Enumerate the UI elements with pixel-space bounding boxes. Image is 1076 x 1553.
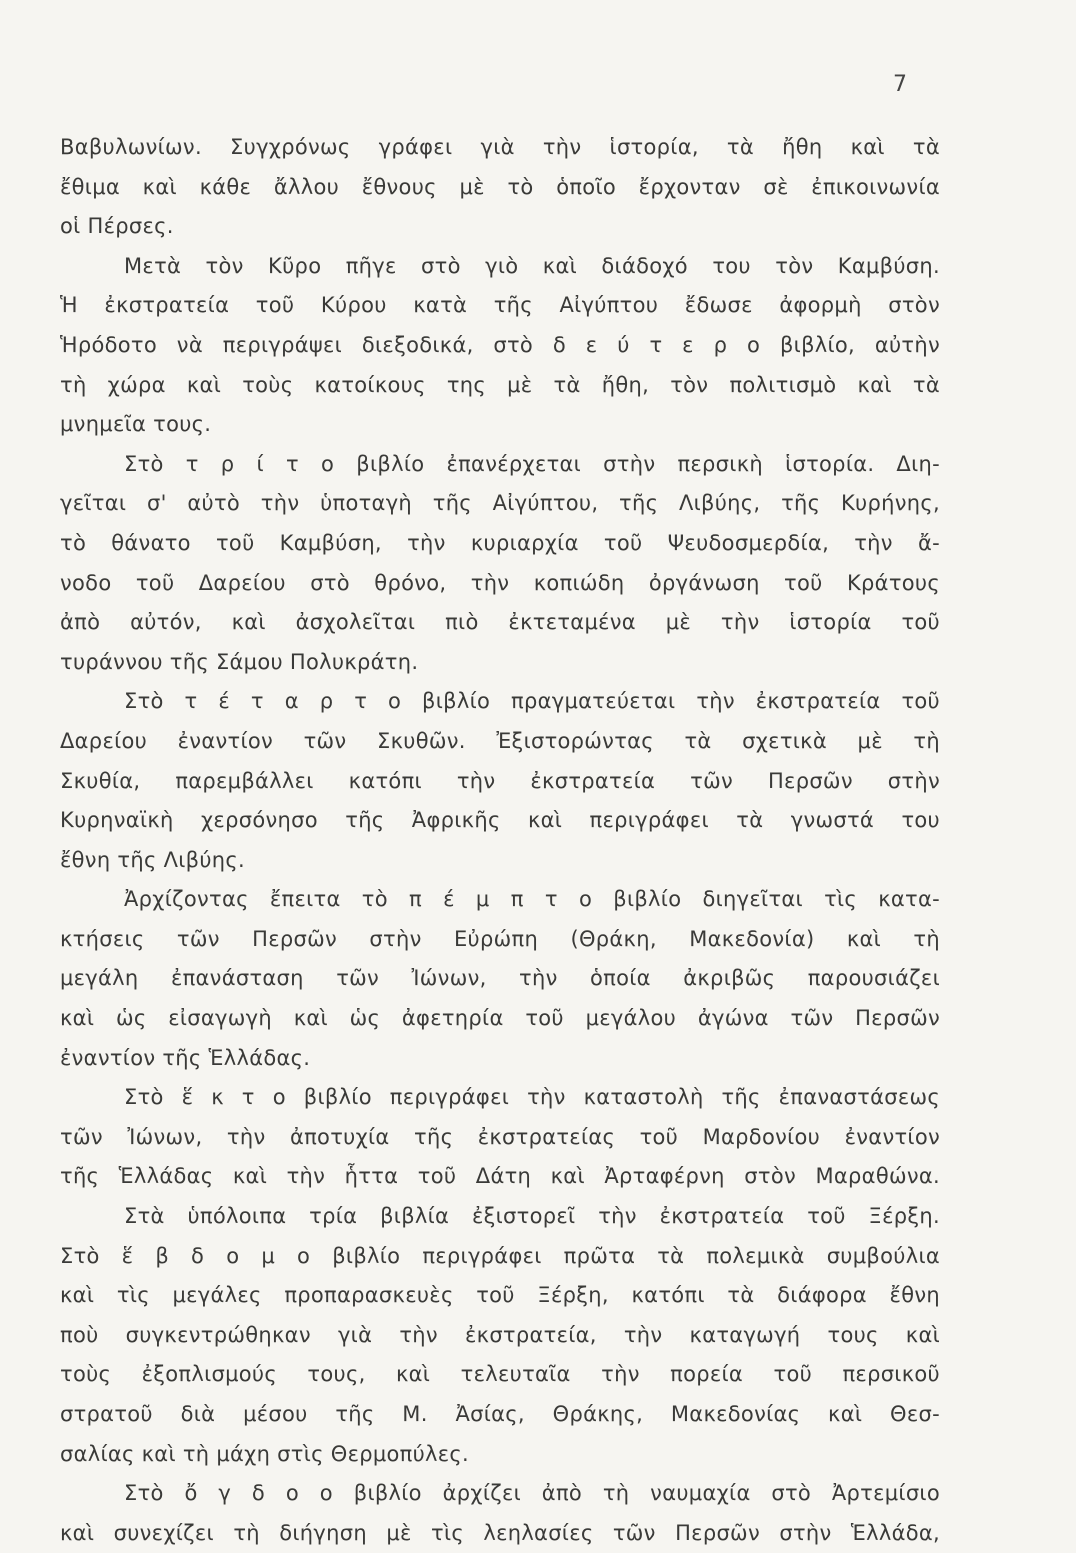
- text-line: Κυρηναϊκὴ χερσόνησο τῆς Ἀφρικῆς καὶ περιγράφει τὰ γνωστά του: [60, 808, 940, 833]
- text-line: σαλίας καὶ τὴ μάχη στὶς Θερμοπύλες.: [60, 1441, 470, 1466]
- text-line: ἔθνη τῆς Λιβύης.: [60, 847, 246, 872]
- text-line: Βαβυλωνίων. Συγχρόνως γράφει γιὰ τὴν ἱστορία, τὰ ἤθη καὶ τὰ: [60, 135, 940, 159]
- text-line: τυράννου τῆς Σάμου Πολυκράτη.: [60, 649, 419, 674]
- text-line: μεγάλη ἐπανάσταση τῶν Ἰώνων, τὴν ὁποία ἀκριβῶς παρουσιάζει: [60, 966, 940, 991]
- text-line: κτήσεις τῶν Περσῶν στὴν Εὐρώπη (Θράκη, Μακεδονία) καὶ τὴ: [60, 926, 940, 951]
- text-line: Στὸ ὄ γ δ ο ο βιβλίο ἀρχίζει ἀπὸ τὴ ναυμαχία στὸ Ἀρτεμίσιο: [124, 1481, 940, 1506]
- text-line: Δαρείου ἐναντίον τῶν Σκυθῶν. Ἐξιστορώντας τὰ σχετικὰ μὲ τὴ: [60, 728, 940, 753]
- text-line: τὸ θάνατο τοῦ Καμβύση, τὴν κυριαρχία τοῦ Ψευδοσμερδία, τὴν ἄ-: [60, 530, 940, 555]
- text-line: Στὰ ὑπόλοιπα τρία βιβλία ἐξιστορεῖ τὴν ἐκστρατεία τοῦ Ξέρξη.: [124, 1204, 940, 1229]
- text-line: Μετὰ τὸν Κῦρο πῆγε στὸ γιὸ καὶ διάδοχό του τὸν Καμβύση.: [124, 253, 940, 278]
- text-line: τῶν Ἰώνων, τὴν ἀποτυχία τῆς ἐκστρατείας τοῦ Μαρδονίου ἐναντίον: [60, 1124, 940, 1149]
- text-line: Ἀρχίζοντας ἔπειτα τὸ π έ μ π τ ο βιβλίο διηγεῖται τὶς κατα-: [124, 887, 940, 912]
- text-line: Στὸ ἕ β δ ο μ ο βιβλίο περιγράφει πρῶτα τὰ πολεμικὰ συμβούλια: [60, 1243, 940, 1268]
- text-line: Ἡρόδοτο νὰ περιγράψει διεξοδικά, στὸ δ ε ύ τ ε ρ ο βιβλίο, αὐτὴν: [60, 332, 940, 357]
- text-line: ἀπὸ αὐτόν, καὶ ἀσχολεῖται πιὸ ἐκτεταμένα μὲ τὴν ἱστορία τοῦ: [60, 610, 940, 635]
- body-text: [60, 128, 940, 1553]
- text-line: Ἡ ἐκστρατεία τοῦ Κύρου κατὰ τῆς Αἰγύπτου ἔδωσε ἀφορμὴ στὸν: [60, 293, 940, 318]
- text-line: ἐναντίον τῆς Ἑλλάδας.: [60, 1045, 311, 1070]
- text-line: στρατοῦ διὰ μέσου τῆς Μ. Ἀσίας, Θράκης, Μακεδονίας καὶ Θεσ-: [60, 1402, 940, 1426]
- text-line: ποὺ συγκεντρώθηκαν γιὰ τὴν ἐκστρατεία, τὴν καταγωγή τους καὶ: [60, 1322, 940, 1347]
- text-line: γεῖται σ' αὐτὸ τὴν ὑποταγὴ τῆς Αἰγύπτου, τῆς Λιβύης, τῆς Κυρήνης,: [60, 491, 940, 516]
- text-line: τοὺς ἐξοπλισμούς τους, καὶ τελευταῖα τὴν πορεία τοῦ περσικοῦ: [60, 1362, 940, 1387]
- text-line: νοδο τοῦ Δαρείου στὸ θρόνο, τὴν κοπιώδη ὀργάνωση τοῦ Κράτους: [60, 570, 940, 595]
- text-line: καὶ ὡς εἰσαγωγὴ καὶ ὡς ἀφετηρία τοῦ μεγάλου ἀγώνα τῶν Περσῶν: [60, 1006, 940, 1031]
- text-line: Στὸ τ ρ ί τ ο βιβλίο ἐπανέρχεται στὴν περσικὴ ἱστορία. Διη-: [124, 451, 940, 476]
- text-line: καὶ συνεχίζει τὴ διήγηση μὲ τὶς λεηλασίες τῶν Περσῶν στὴν Ἑλλάδα,: [60, 1520, 940, 1545]
- text-line: τῆς Ἑλλάδας καὶ τὴν ἧττα τοῦ Δάτη καὶ Ἀρταφέρνη στὸν Μαραθώνα.: [60, 1164, 940, 1189]
- text-line: μνημεῖα τους.: [60, 412, 212, 437]
- text-line: τὴ χώρα καὶ τοὺς κατοίκους της μὲ τὰ ἤθη, τὸν πολιτισμὸ καὶ τὰ: [60, 372, 940, 397]
- text-line: οἱ Πέρσες.: [60, 214, 174, 239]
- page-number: 7: [893, 72, 907, 97]
- text-line: καὶ τὶς μεγάλες προπαρασκευὲς τοῦ Ξέρξη, κατόπι τὰ διάφορα ἔθνη: [60, 1283, 940, 1308]
- text-line: ἔθιμα καὶ κάθε ἄλλου ἔθνους μὲ τὸ ὁποῖο ἔρχονταν σὲ ἐπικοινωνία: [60, 174, 940, 199]
- text-line: Στὸ ἕ κ τ ο βιβλίο περιγράφει τὴν καταστολὴ τῆς ἐπαναστάσεως: [124, 1085, 940, 1110]
- text-line: Στὸ τ έ τ α ρ τ ο βιβλίο πραγματεύεται τὴν ἐκστρατεία τοῦ: [124, 689, 940, 714]
- text-line: Σκυθία, παρεμβάλλει κατόπι τὴν ἐκστρατεία τῶν Περσῶν στὴν: [60, 768, 940, 793]
